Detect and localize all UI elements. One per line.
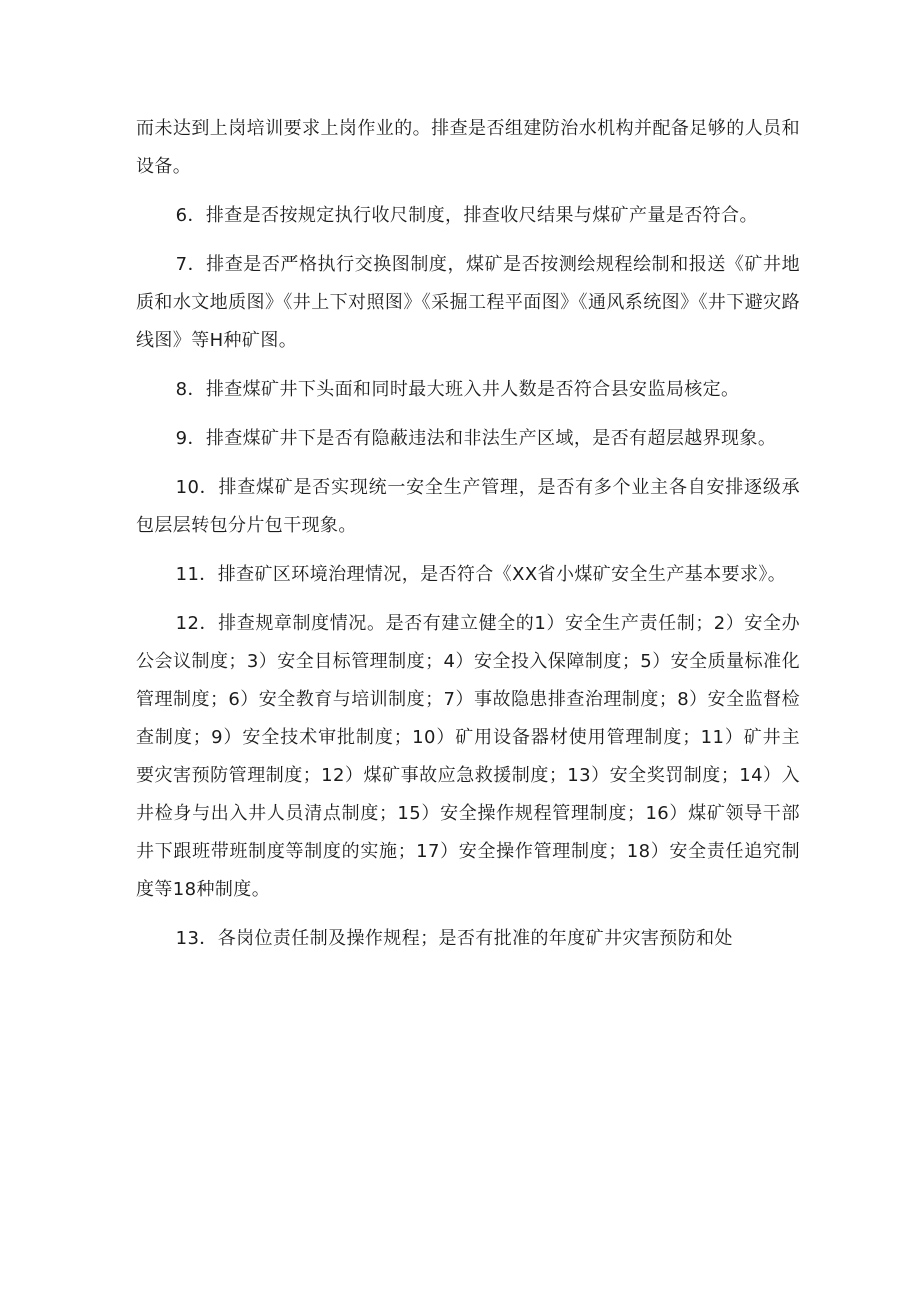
paragraph-item-6: 6．排查是否按规定执行收尺制度，排查收尺结果与煤矿产量是否符合。 — [175, 205, 758, 226]
paragraph-continuation: 而未达到上岗培训要求上岗作业的。排查是否组建防治水机构并配备足够的人员和设备。 — [136, 118, 800, 177]
paragraph-item-13: 13．各岗位责任制及操作规程；是否有批准的年度矿井灾害预防和处 — [175, 928, 733, 949]
paragraph-item-11: 11．排查矿区环境治理情况，是否符合《XX省小煤矿安全生产基本要求》。 — [175, 564, 787, 585]
paragraph-item-12: 12．排查规章制度情况。是否有建立健全的1）安全生产责任制；2）安全办公会议制度；3）安全目标管理制度；4）安全投入保障制度；5）安全质量标准化管理制度；6）安全教育与培训制度；7）事故隐患排查治理制度；8）安全监督检查制度；9）安全技术审批制度；10）矿用设备器材使用管理制度；11）矿井主要灾害预防管理制度；12）煤矿事故应急救援制度；13）安全奖罚制度；14）入井检身与出入井人员清点制度；15）安全操作规程管理制度；16）煤矿领导干部井下跟班带班制度等制度的实施；17）安全操作管理制度；18）安全责任追究制度等18种制度。 — [136, 613, 800, 900]
paragraph-item-10: 10．排查煤矿是否实现统一安全生产管理，是否有多个业主各自安排逐级承包层层转包分片包干现象。 — [136, 477, 800, 536]
paragraph-item-9: 9．排查煤矿井下是否有隐蔽违法和非法生产区域，是否有超层越界现象。 — [175, 428, 777, 449]
paragraph-item-8: 8．排查煤矿井下头面和同时最大班入井人数是否符合县安监局核定。 — [175, 379, 740, 400]
document-body — [136, 110, 800, 969]
paragraph-item-7: 7．排查是否严格执行交换图制度，煤矿是否按测绘规程绘制和报送《矿井地质和水文地质图》《井上下对照图》《采掘工程平面图》《通风系统图》《井下避灾路线图》等H种矿图。 — [136, 254, 800, 351]
